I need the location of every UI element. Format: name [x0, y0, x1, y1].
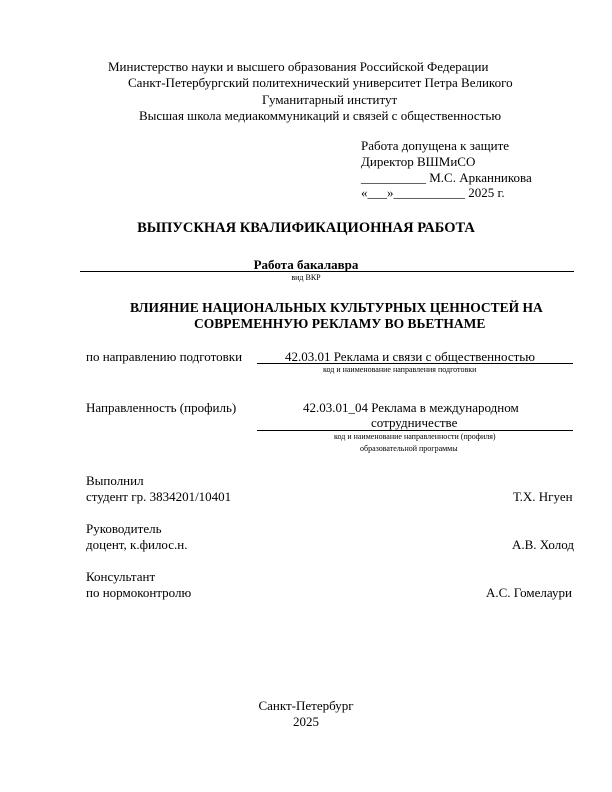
direction-value: 42.03.01 Реклама и связи с общественностью — [285, 349, 535, 364]
direction-label: по направлению подготовки — [86, 349, 243, 364]
approval-line-1: Работа допущена к защите — [361, 138, 510, 153]
footer-city: Санкт-Петербург — [258, 698, 354, 713]
profile-label: Направленность (профиль) — [86, 400, 237, 415]
supervisor-position: доцент, к.филос.н. — [86, 537, 188, 552]
work-type-caption: вид ВКР — [291, 273, 321, 282]
performer-position: студент гр. 3834201/10401 — [86, 489, 232, 504]
institute-line: Гуманитарный институт — [262, 92, 398, 107]
work-type-value: Работа бакалавра — [253, 257, 359, 272]
footer-year: 2025 — [293, 714, 319, 729]
approval-director: Директор ВШМиСО — [361, 154, 476, 169]
supervisor-role: Руководитель — [86, 521, 162, 536]
consultant-name: А.С. Гомелаури — [486, 585, 572, 600]
document-title: ВЫПУСКНАЯ КВАЛИФИКАЦИОННАЯ РАБОТА — [137, 220, 475, 236]
approval-date-line: «___»___________ 2025 г. — [361, 185, 505, 200]
approval-signature-line: __________ М.С. Арканникова — [361, 170, 532, 185]
profile-underline — [257, 430, 573, 431]
ministry-line: Министерство науки и высшего образования Российской Федерации — [108, 59, 489, 74]
thesis-title-line-2: СОВРЕМЕННУЮ РЕКЛАМУ ВО ВЬЕТНАМЕ — [194, 316, 486, 331]
university-line: Санкт-Петербургский политехнический университет Петра Великого — [128, 75, 513, 90]
supervisor-name: А.В. Холод — [512, 537, 574, 552]
school-line: Высшая школа медиакоммуникаций и связей с общественностью — [139, 108, 502, 123]
profile-caption-line-2: образовательной программы — [360, 444, 458, 453]
performer-name: Т.Х. Нгуен — [513, 489, 573, 504]
profile-value-line-2: сотрудничестве — [371, 415, 458, 430]
profile-value-line-1: 42.03.01_04 Реклама в международном — [303, 400, 519, 415]
thesis-title-line-1: ВЛИЯНИЕ НАЦИОНАЛЬНЫХ КУЛЬТУРНЫХ ЦЕННОСТЕЙ НА — [130, 300, 543, 315]
direction-caption: код и наименование направления подготовки — [323, 365, 477, 374]
consultant-role: Консультант — [86, 569, 156, 584]
direction-underline — [257, 363, 573, 364]
profile-caption-line-1: код и наименование направленности (профиля) — [334, 432, 496, 441]
performer-role: Выполнил — [86, 473, 144, 488]
consultant-position: по нормоконтролю — [86, 585, 192, 600]
work-type-underline — [80, 271, 574, 272]
